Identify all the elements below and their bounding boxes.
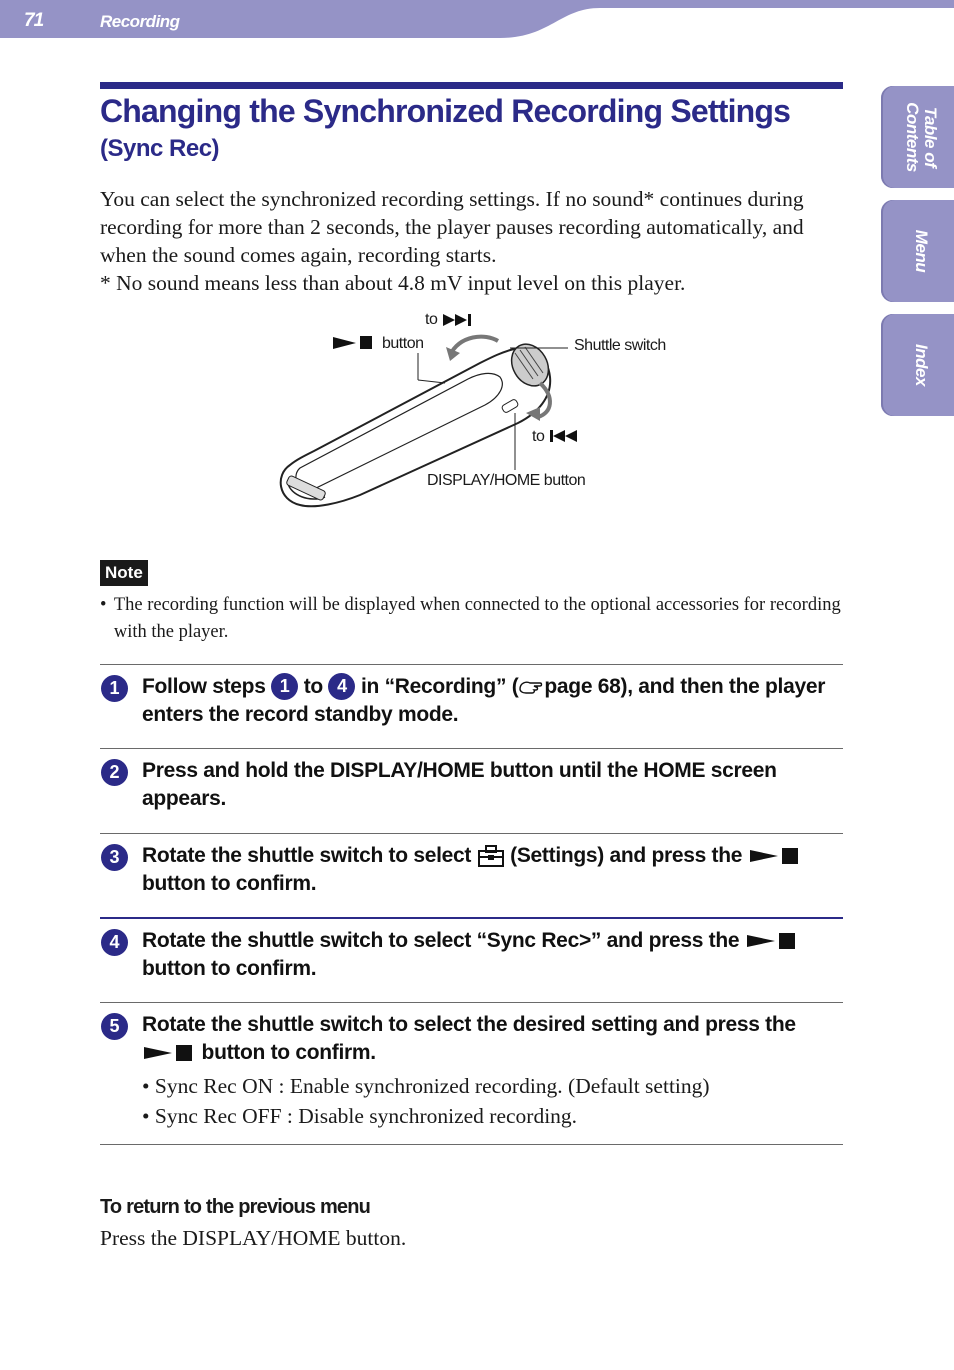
step-5 [100, 1002, 843, 1145]
tab-menu[interactable] [881, 200, 954, 302]
intro-paragraph: You can select the synchronized recording settings. If no sound* continues during recording for more than 2 seconds, the player pauses recording automatically, and when the sound comes again, recording starts. [100, 187, 804, 267]
step-text [142, 842, 847, 898]
step-number: 5 [101, 1013, 128, 1040]
step-text-part: to [303, 675, 323, 698]
sync-rec-options [142, 1071, 710, 1131]
play-stop-icon [748, 846, 802, 866]
step-text-part: (Settings) and press the [510, 844, 743, 867]
note-text [100, 592, 845, 646]
step-text-part: button to confirm. [201, 1041, 376, 1064]
step-text-part: Rotate the shuttle switch to select [142, 844, 472, 867]
note-badge: Note [100, 560, 148, 586]
tab-table-of-contents[interactable] [881, 86, 954, 188]
step-ref-number: 1 [271, 673, 298, 700]
return-text: Press the DISPLAY/HOME button. [100, 1226, 407, 1250]
step-text [142, 1011, 847, 1067]
step-1 [100, 664, 843, 749]
play-stop-icon [142, 1043, 196, 1063]
bullet-icon: • [142, 1074, 155, 1098]
section-divider [100, 1144, 843, 1145]
step-ref-number: 4 [328, 673, 355, 700]
section-name: Recording [100, 12, 180, 31]
step-text-part: Rotate the shuttle switch to select “Sync Rec>” and press the [142, 929, 740, 952]
step-number: 3 [101, 844, 128, 871]
step-text-part: button to confirm. [142, 957, 317, 980]
title-rule [100, 82, 843, 89]
tab-index[interactable] [881, 314, 954, 416]
intro-footnote: * No sound means less than about 4.8 mV input level on this player. [100, 271, 686, 295]
list-item [142, 1101, 710, 1131]
step-4 [100, 917, 843, 1004]
label-display-home-button: DISPLAY/HOME button [427, 472, 586, 489]
step-text [142, 927, 847, 983]
page-number: 71 [24, 10, 44, 31]
page-ref-hand-icon [518, 677, 544, 697]
step-text-part: Follow steps [142, 675, 266, 698]
page-title: Changing the Synchronized Recording Settings [100, 93, 791, 129]
return-heading: To return to the previous menu [100, 1196, 371, 1218]
bullet-icon: • [142, 1104, 155, 1128]
option-text: Sync Rec ON : Enable synchronized recording. (Default setting) [154, 1074, 710, 1098]
step-text-part: Rotate the shuttle switch to select the desired setting and press the [142, 1013, 796, 1036]
device-figure [270, 305, 690, 520]
step-number: 2 [101, 759, 128, 786]
page-subtitle: (Sync Rec) [100, 135, 220, 162]
intro [100, 185, 845, 297]
step-text-part: page 68), and then the player enters the record standby mode. [142, 675, 826, 726]
step-3 [100, 833, 843, 918]
label-shuttle-switch: Shuttle switch [574, 337, 666, 354]
tab-menu-label: Menu [912, 229, 931, 273]
label-play-stop-button: button [382, 335, 424, 352]
label-to-next: to [425, 311, 438, 328]
step-text-part: in “Recording” ( [361, 675, 519, 698]
list-item [142, 1071, 710, 1101]
step-text-part: button to confirm. [142, 872, 317, 895]
settings-toolbox-icon [477, 844, 505, 868]
bullet-icon: • [100, 595, 107, 615]
tab-index-label: Index [912, 344, 931, 386]
label-to-prev: to [532, 428, 545, 445]
option-text: Sync Rec OFF : Disable synchronized recording. [154, 1104, 578, 1128]
step-number: 4 [101, 929, 128, 956]
tab-table-of-contents-label: Table of Contents [903, 102, 940, 172]
step-text: Press and hold the DISPLAY/HOME button until the HOME screen appears. [142, 759, 777, 810]
step-number: 1 [101, 675, 128, 702]
note-body: The recording function will be displayed when connected to the optional accessories for recording with the player. [113, 595, 841, 642]
step-text [142, 673, 847, 729]
step-2 [100, 748, 843, 834]
play-stop-icon [745, 931, 799, 951]
